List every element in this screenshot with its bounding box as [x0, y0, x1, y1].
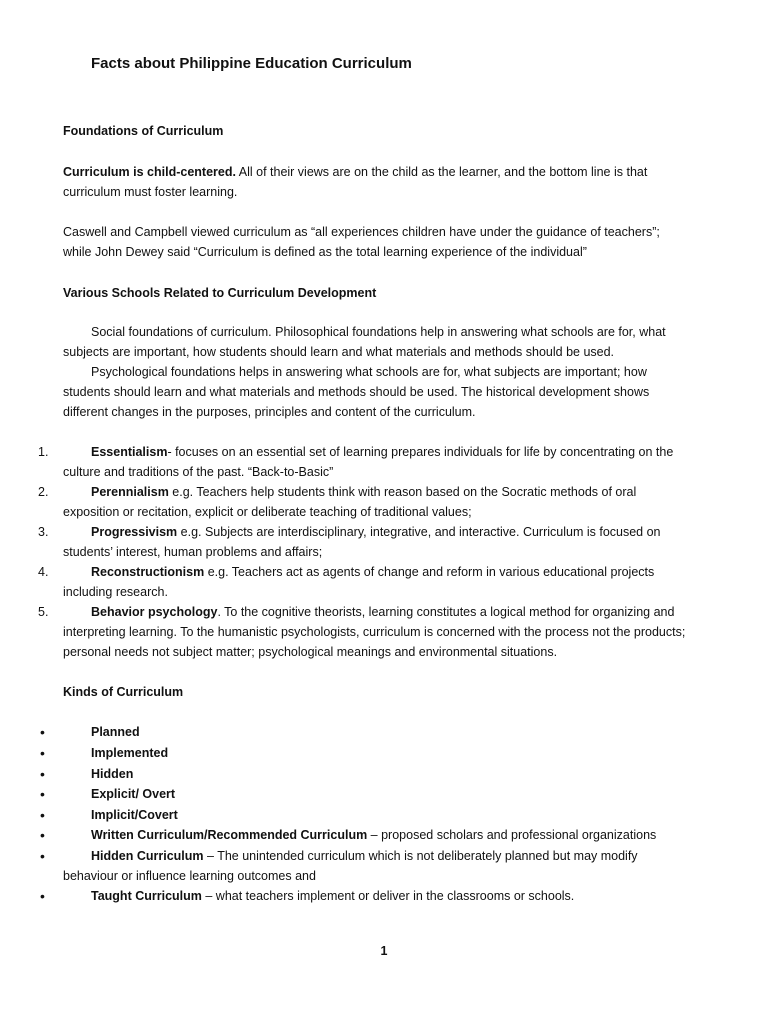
list-item-text [63, 805, 688, 825]
paragraph-child-centered [63, 162, 688, 202]
bullet-icon: • [40, 766, 45, 782]
list-item-text [63, 722, 688, 742]
list-item-term: Written Curriculum/Recommended Curriculum [91, 828, 368, 842]
list-number: 4. [38, 565, 49, 579]
list-item-text [63, 522, 688, 562]
list-item-text [63, 886, 688, 906]
list-item-text [63, 743, 688, 763]
list-item-text [63, 482, 688, 522]
bullet-icon: • [40, 827, 45, 843]
list-item-text [63, 784, 688, 804]
list-item-term: Hidden [91, 767, 134, 781]
paragraph-social-foundations: Social foundations of curriculum. Philosophical foundations help in answering what schools are for, what subjects are important, how students should learn and what materials and methods should be used. [63, 325, 666, 359]
list-item-term: Behavior psychology [91, 605, 218, 619]
paragraph-text: All of their views are on the child as the learner, and the bottom line is that curriculum must foster learning. [63, 165, 648, 199]
bullet-icon: • [40, 888, 45, 904]
list-item-term: Perennialism [91, 485, 169, 499]
list-item-term: Planned [91, 725, 140, 739]
list-number: 2. [38, 485, 49, 499]
list-item-text [63, 562, 688, 602]
list-item-term: Implemented [91, 746, 169, 760]
list-item-term: Explicit/ Overt [91, 787, 176, 801]
section-heading-schools: Various Schools Related to Curriculum Development [63, 286, 377, 300]
bullet-icon: • [40, 848, 45, 864]
list-number: 1. [38, 445, 49, 459]
list-item-term: Essentialism [91, 445, 168, 459]
list-item-text [63, 764, 688, 784]
paragraph-psychological-foundations: Psychological foundations helps in answering what schools are for, what subjects are important; how students should learn and what materials and methods should be used. The historical development shows different changes in the purposes, principles and content of the curriculum. [63, 365, 650, 419]
list-item-description: e.g. Teachers act as agents of change and reform in various educational projects including research. [63, 565, 655, 599]
list-item-term: Progressivism [91, 525, 178, 539]
list-item-term: Implicit/Covert [91, 808, 178, 822]
list-item-text [63, 442, 688, 482]
list-item-term: Hidden Curriculum [91, 849, 204, 863]
bullet-icon: • [40, 807, 45, 823]
page-number: 1 [380, 944, 388, 958]
list-item-description: – The unintended curriculum which is not deliberately planned but may modify behaviour or influence learning outcomes and [63, 849, 638, 883]
list-item-text [63, 602, 688, 662]
section-heading-foundations: Foundations of Curriculum [63, 124, 224, 138]
list-item-term: Reconstructionism [91, 565, 205, 579]
list-number: 5. [38, 605, 49, 619]
list-item-description: e.g. Subjects are interdisciplinary, integrative, and interactive. Curriculum is focused on students’ interest, human problems and affairs; [63, 525, 661, 559]
list-number: 3. [38, 525, 49, 539]
list-item-description: - focuses on an essential set of learning prepares individuals for life by concentrating on the culture and traditions of the past. “Back-to-Basic” [63, 445, 674, 479]
list-item-description: – what teachers implement or deliver in the classrooms or schools. [201, 889, 575, 903]
list-item-description: . To the cognitive theorists, learning constitutes a logical method for organizing and interpreting learning. To the humanistic psychologists, curriculum is concerned with the process not the products; personal needs not subject matter; psychological meanings and environmental situations. [63, 605, 686, 659]
bullet-icon: • [40, 745, 45, 761]
paragraph-lead-bold: Curriculum is child-centered. [63, 165, 236, 179]
paragraph-caswell-dewey: Caswell and Campbell viewed curriculum as “all experiences children have under the guidance of teachers”; while John Dewey said “Curriculum is defined as the total learning experience of the individual” [63, 225, 660, 259]
bullet-icon: • [40, 786, 45, 802]
list-item-description: e.g. Teachers help students think with reason based on the Socratic methods of oral exposition or recitation, explicit or deliberate teaching of traditional values; [63, 485, 637, 519]
section-heading-kinds: Kinds of Curriculum [63, 685, 184, 699]
bullet-icon: • [40, 724, 45, 740]
list-item-text [63, 846, 688, 886]
list-item-description: – proposed scholars and professional organizations [367, 828, 657, 842]
list-item-text [63, 825, 688, 845]
list-item-term: Taught Curriculum [91, 889, 202, 903]
document-title: Facts about Philippine Education Curriculum [91, 55, 412, 72]
